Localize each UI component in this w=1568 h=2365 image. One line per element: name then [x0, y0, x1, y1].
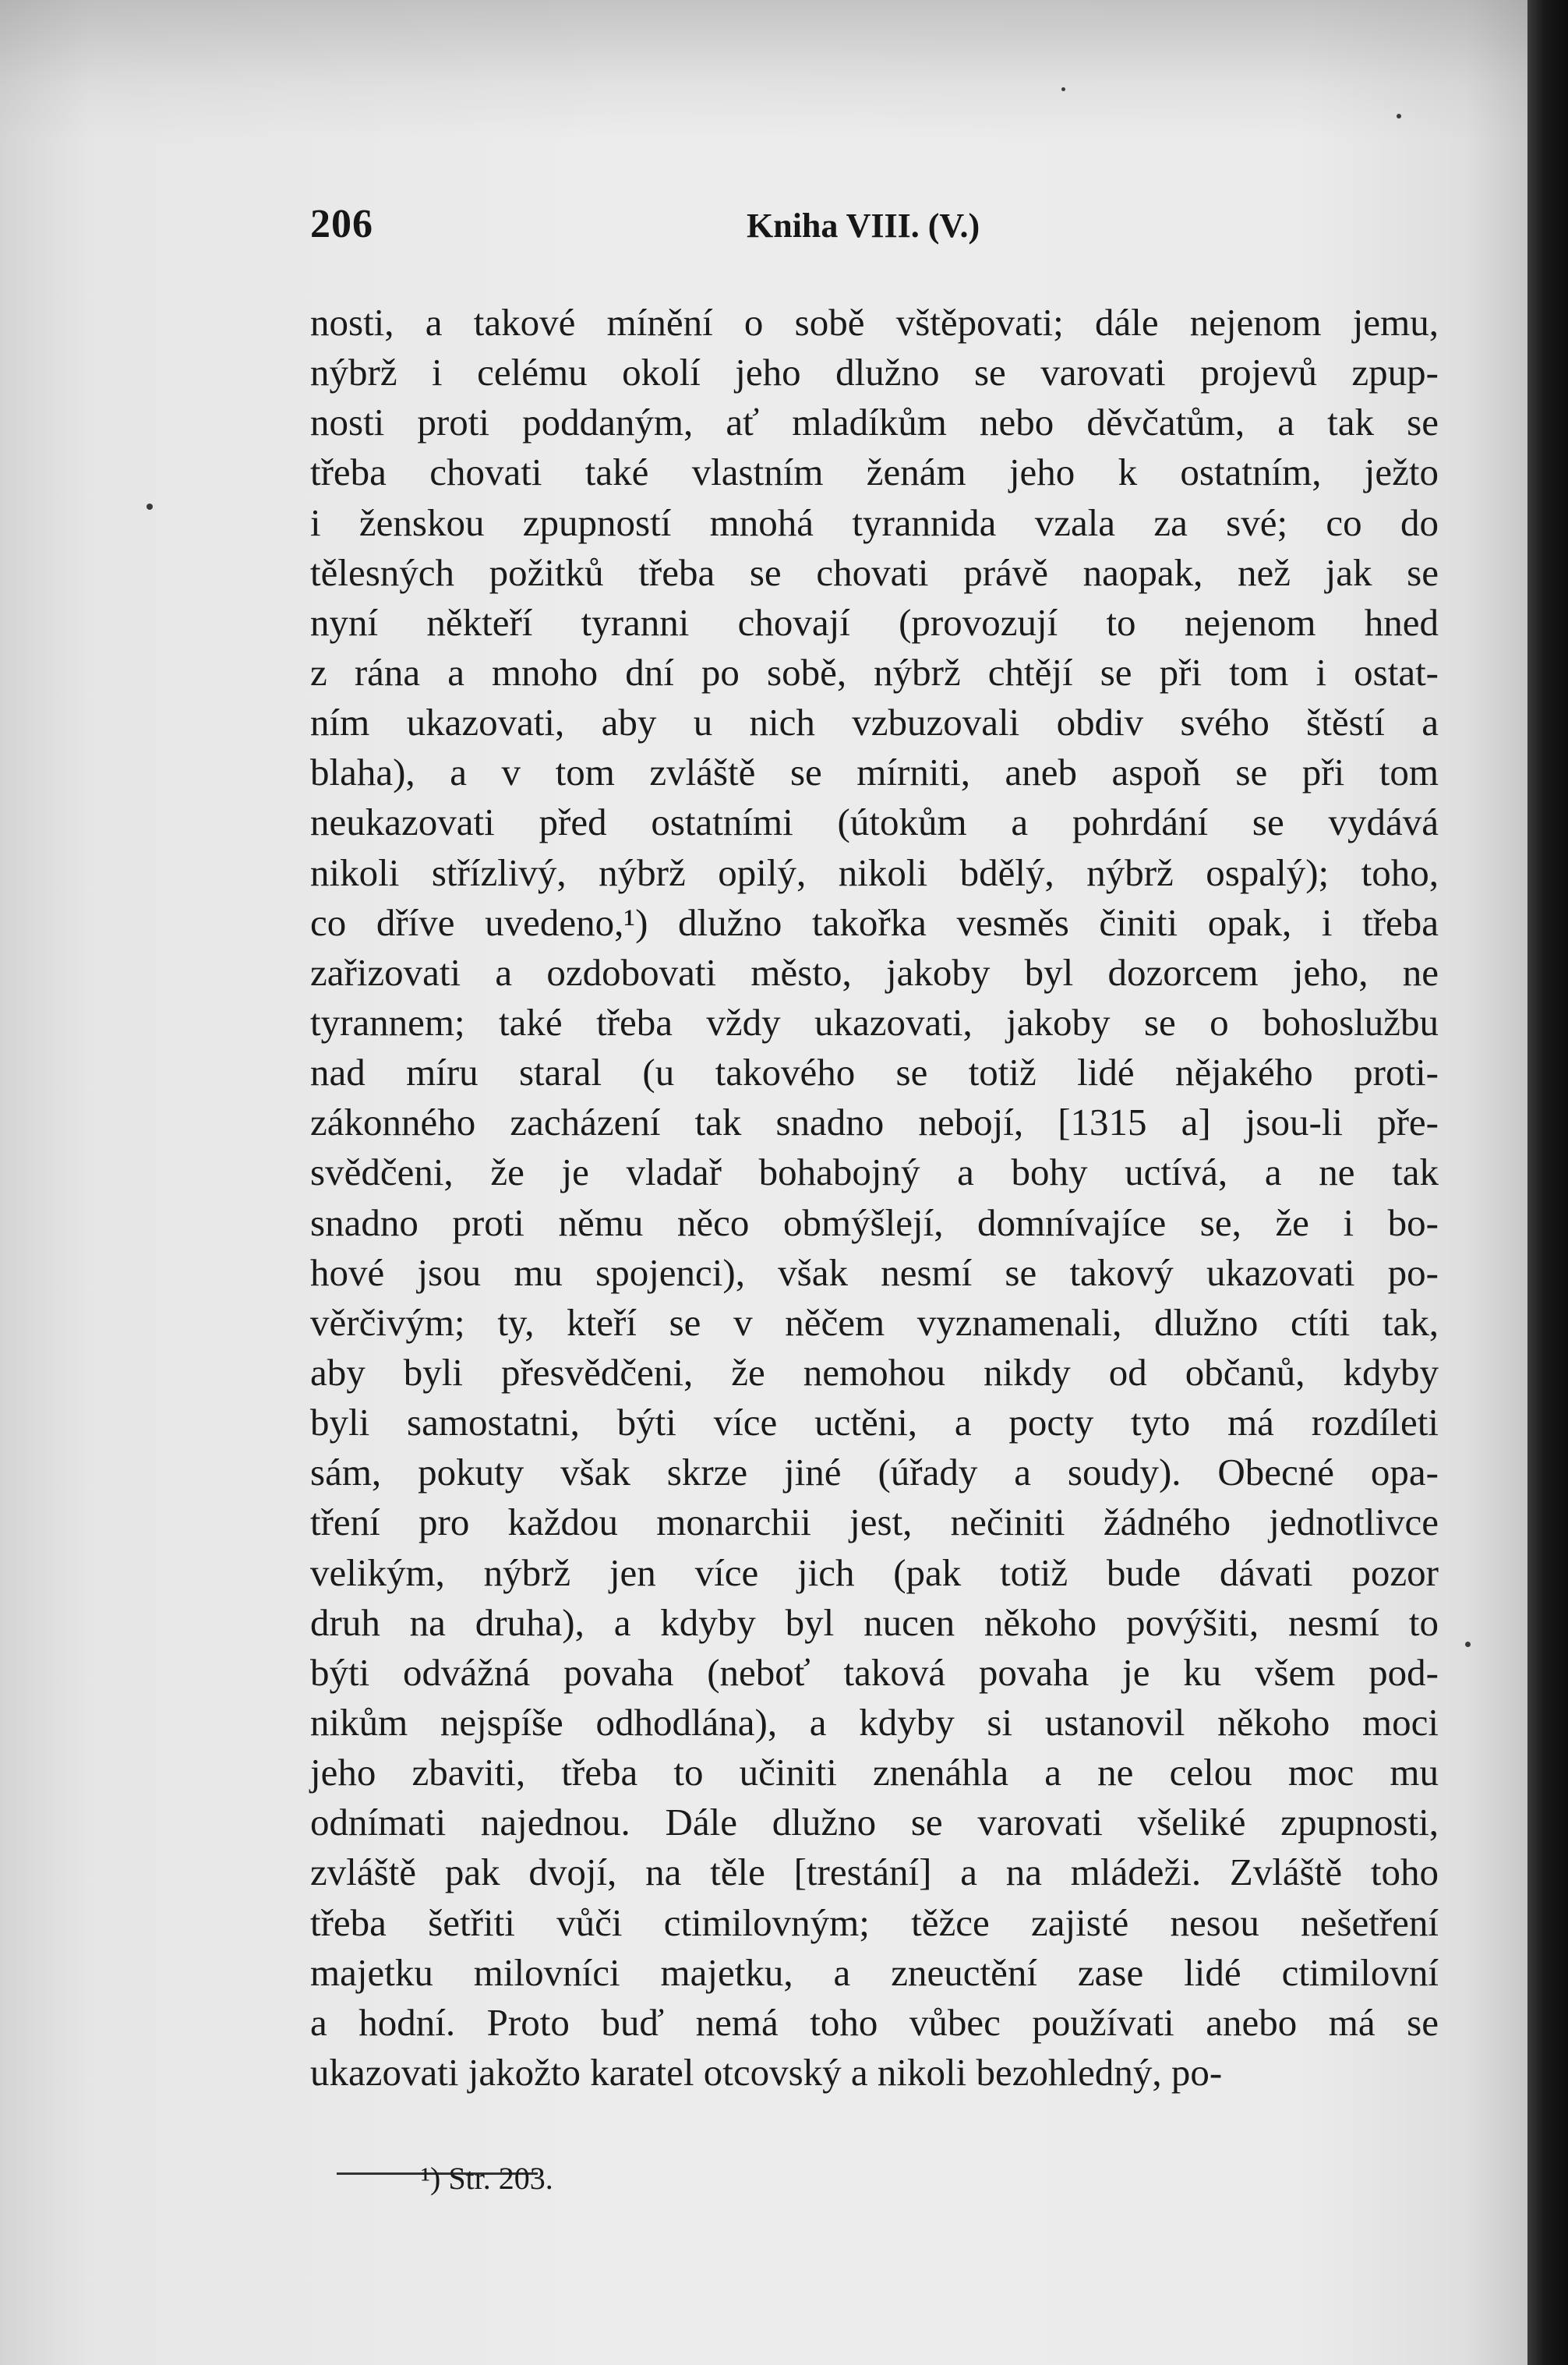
- text-line: tyrannem; také třeba vždy ukazovati, jakoby se o bohoslužbu: [310, 1000, 1439, 1044]
- scan-speck: [1397, 114, 1401, 118]
- text-line: nyní někteří tyranni chovají (provozují to nejenom hned: [310, 600, 1439, 644]
- text-line: býti odvážná povaha (neboť taková povaha je ku všem pod-: [310, 1650, 1439, 1694]
- text-line: ním ukazovati, aby u nich vzbuzovali obdiv svého štěstí a: [310, 701, 1439, 744]
- text-line: odnímati najednou. Dále dlužno se varovati všeliké zpupnosti,: [310, 1801, 1439, 1844]
- text-line: velikým, nýbrž jen více jich (pak totiž bude dávati pozor: [310, 1550, 1439, 1594]
- binding-shadow: [1527, 0, 1568, 2365]
- scan-speck: [147, 504, 153, 510]
- scan-speck: [1061, 87, 1065, 91]
- text-line: nikoli střízlivý, nýbrž opilý, nikoli bdělý, nýbrž ospalý); toho,: [310, 850, 1439, 894]
- text-line: blaha), a v tom zvláště se mírniti, aneb aspoň se při tom: [310, 751, 1439, 794]
- text-line: majetku milovníci majetku, a zneuctění zase lidé ctimilovní: [310, 1950, 1439, 1994]
- text-line: z rána a mnoho dní po sobě, nýbrž chtějí se při tom i ostat-: [310, 650, 1439, 694]
- text-line: druh na druha), a kdyby byl nucen někoho povýšiti, nesmí to: [310, 1600, 1439, 1644]
- text-line: i ženskou zpupností mnohá tyrannida vzala za své; co do: [310, 500, 1439, 544]
- text-line: nosti, a takové mínění o sobě vštěpovati; dále nejenom jemu,: [310, 301, 1439, 344]
- text-line: zvláště pak dvojí, na těle [trestání] a na mládeži. Zvláště toho: [310, 1851, 1439, 1894]
- text-line: byli samostatni, býti více uctěni, a pocty tyto má rozdíleti: [310, 1401, 1439, 1444]
- text-line: snadno proti němu něco obmýšlejí, domnívajíce se, že i bo-: [310, 1200, 1439, 1244]
- page-header: [310, 201, 1432, 256]
- text-line: nosti proti poddaným, ať mladíkům nebo děvčatům, a tak se: [310, 401, 1439, 444]
- text-line: svědčeni, že je vladař bohabojný a bohy uctívá, a ne tak: [310, 1151, 1439, 1194]
- text-line: zařizovati a ozdobovati město, jakoby byl dozorcem jeho, ne: [310, 950, 1439, 994]
- text-line: ukazovati jakožto karatel otcovský a nikoli bezohledný, po-: [310, 2050, 1223, 2094]
- page-number: 206: [310, 202, 373, 246]
- text-line: sám, pokuty však skrze jiné (úřady a soudy). Obecné opa-: [310, 1451, 1439, 1494]
- text-line: nad míru staral (u takového se totiž lidé nějakého proti-: [310, 1051, 1439, 1094]
- text-line: tělesných požitků třeba se chovati právě naopak, než jak se: [310, 550, 1439, 594]
- footnote: ¹) Str. 203.: [421, 2161, 553, 2196]
- text-line: třeba chovati také vlastním ženám jeho k ostatním, ježto: [310, 451, 1439, 494]
- text-line: tření pro každou monarchii jest, nečiniti žádného jednotlivce: [310, 1501, 1439, 1544]
- text-line: věrčivým; ty, kteří se v něčem vyznamenali, dlužno ctíti tak,: [310, 1300, 1439, 1344]
- text-line: hové jsou mu spojenci), však nesmí se takový ukazovati po-: [310, 1250, 1439, 1294]
- text-line: třeba šetřiti vůči ctimilovným; těžce zajisté nesou nešetření: [310, 1900, 1439, 1944]
- text-line: nýbrž i celému okolí jeho dlužno se varovati projevů zpup-: [310, 351, 1439, 394]
- scan-speck: [1465, 1642, 1471, 1647]
- text-line: neukazovati před ostatními (útokům a pohrdání se vydává: [310, 801, 1439, 844]
- body-text: [310, 298, 1439, 2098]
- text-line: aby byli přesvědčeni, že nemohou nikdy od občanů, kdyby: [310, 1350, 1439, 1394]
- text-line: a hodní. Proto buď nemá toho vůbec používati anebo má se: [310, 2000, 1439, 2044]
- text-line: nikům nejspíše odhodlána), a kdyby si ustanovil někoho moci: [310, 1700, 1439, 1744]
- text-line: jeho zbaviti, třeba to učiniti znenáhla a ne celou moc mu: [310, 1751, 1439, 1794]
- running-head: Kniha VIII. (V.): [747, 207, 980, 245]
- text-line: zákonného zacházení tak snadno nebojí, [1315 a] jsou-li pře-: [310, 1101, 1439, 1144]
- text-line: co dříve uvedeno,¹) dlužno takořka vesměs činiti opak, i třeba: [310, 900, 1439, 944]
